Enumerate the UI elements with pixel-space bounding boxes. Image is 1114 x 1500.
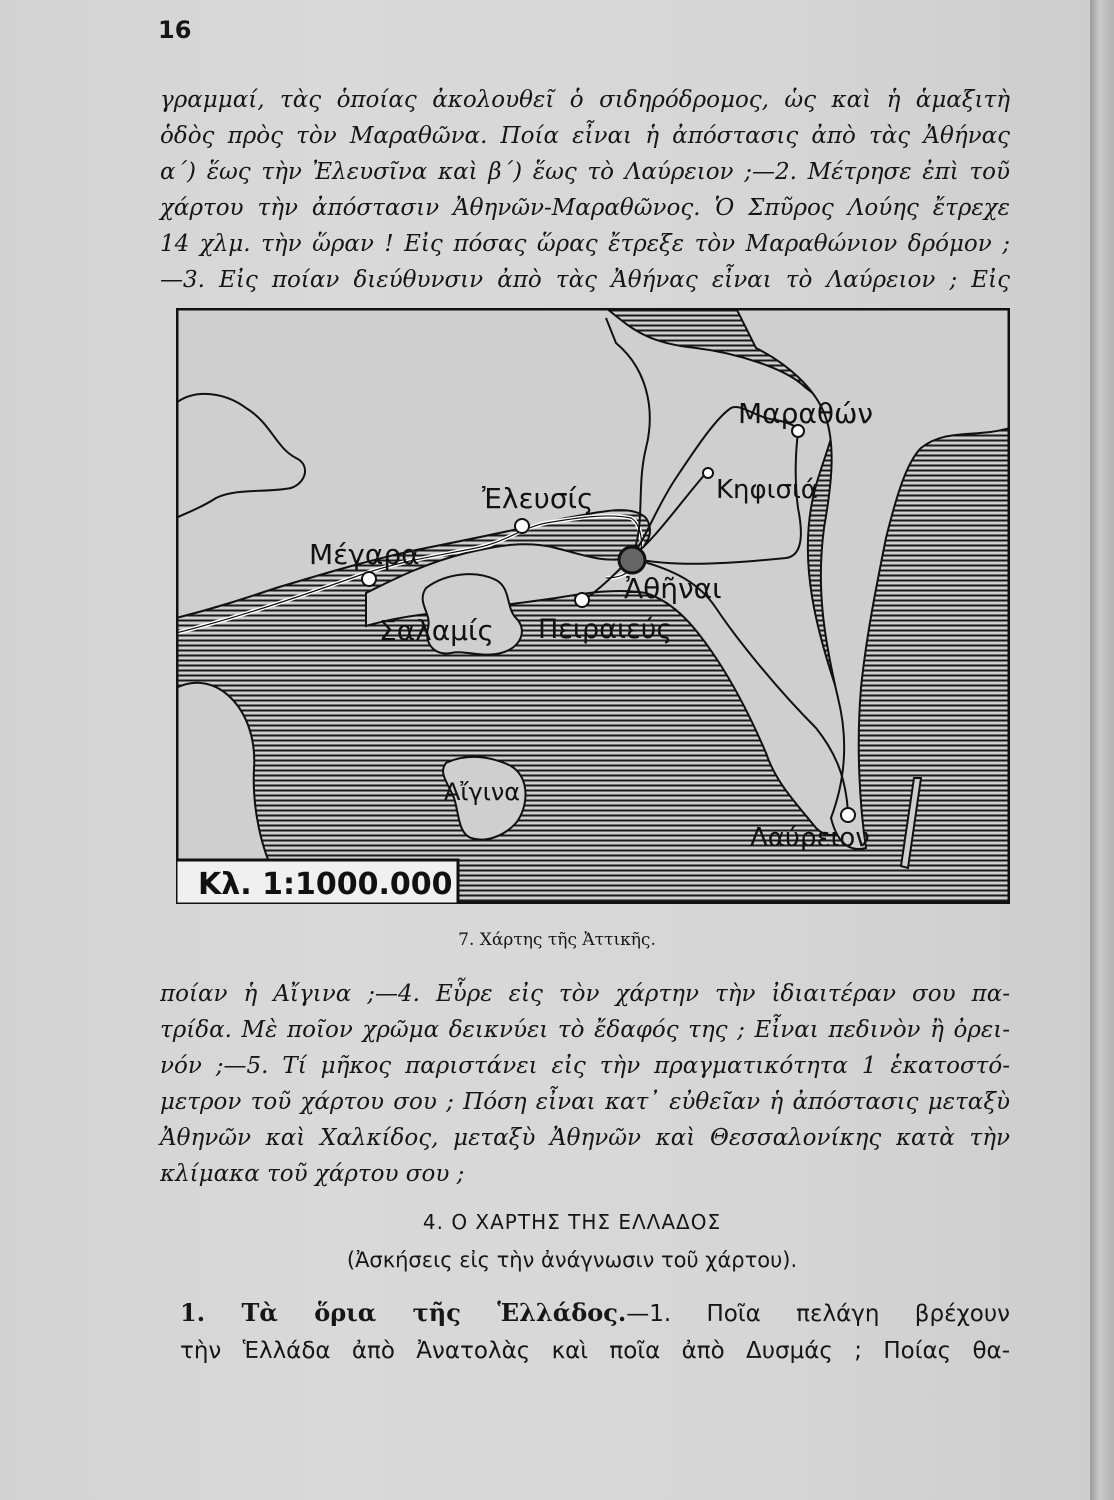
text-line: χάρτου τὴν ἀπόστασιν Ἀθηνῶν-Μαραθῶνος. Ὁ Σπῦρος Λούης ἔτρεχε [160, 195, 1010, 221]
text-line: ποίαν ἡ Αἴγινα ;—4. Εὗρε εἰς τὸν χάρτην τὴν ἰδιαιτέραν σου πα- [160, 981, 1010, 1007]
section-subtitle: (Ἀσκήσεις εἰς τὴν ἀνάγνωσιν τοῦ χάρτου). [346, 1248, 798, 1272]
marathon-label: Μαραθών [738, 397, 874, 430]
page-edge-shadow [1090, 0, 1114, 1500]
figure-caption: 7. Χάρτης τῆς Ἀττικῆς. [458, 930, 656, 950]
athens-marker [619, 547, 645, 573]
attica-map [176, 308, 1010, 904]
page-number: 16 [158, 16, 192, 44]
kifisia-label: Κηφισιά [716, 475, 818, 505]
text-line: τρίδα. Μὲ ποῖον χρῶμα δεικνύει τὸ ἔδαφός της ; Εἶναι πεδινὸν ἢ ὀρει- [160, 1017, 1010, 1043]
megara-marker [362, 572, 376, 586]
text-line: 14 χλμ. τὴν ὥραν ! Εἰς πόσας ὥρας ἔτρεξε τὸν Μαραθώνιον δρόμον ; [160, 231, 1010, 257]
final-line-1 [180, 1294, 1010, 1333]
kifisia-marker [703, 468, 713, 478]
salamis-label: Σαλαμίς [379, 614, 494, 647]
laurium-marker [841, 808, 855, 822]
piraeus-label: Πειραιεύς [538, 614, 673, 645]
final-line-2: τὴν Ἑλλάδα ἀπὸ Ἀνατολὰς καὶ ποῖα ἀπὸ Δυσμάς ; Ποίας θα- [180, 1338, 1010, 1364]
athens-label: Ἀθῆναι [624, 572, 722, 605]
final-line-1-text: —1. Ποῖα πελάγη βρέχουν [626, 1301, 1011, 1327]
map-scale-label: Κλ. 1:1000.000 [198, 867, 453, 902]
text-line: γραμμαί, τὰς ὁποίας ἀκολουθεῖ ὁ σιδηρόδρομος, ὡς καὶ ἡ ἁμαξιτὴ [160, 87, 1010, 113]
text-line: μετρον τοῦ χάρτου σου ; Πόση εἶναι κατ᾽ εὐθεῖαν ἡ ἀπόστασις μεταξὺ [160, 1089, 1010, 1115]
text-line: κλίμακα τοῦ χάρτου σου ; [160, 1161, 465, 1187]
section-heading: 1. Τὰ ὅρια τῆς Ἑλλάδος. [180, 1298, 627, 1327]
megara-label: Μέγαρα [309, 538, 420, 571]
eleusis-marker [515, 519, 529, 533]
text-line: α΄) ἕως τὴν Ἐλευσῖνα καὶ β΄) ἕως τὸ Λαύρειον ;—2. Μέτρησε ἐπὶ τοῦ [160, 159, 1010, 185]
section-title: 4. Ο ΧΑΡΤΗΣ ΤΗΣ ΕΛΛΑΔΟΣ [422, 1210, 722, 1234]
aegina-label: Αἴγινα [444, 778, 521, 806]
text-line: Ἀθηνῶν καὶ Χαλκίδος, μεταξὺ Ἀθηνῶν καὶ Θεσσαλονίκης κατὰ τὴν [160, 1125, 1010, 1151]
text-line: —3. Εἰς ποίαν διεύθυνσιν ἀπὸ τὰς Ἀθήνας εἶναι τὸ Λαύρειον ; Εἰς [160, 267, 1010, 293]
laurium-label: Λαύρειον [750, 823, 870, 853]
eleusis-label: Ἐλευσίς [482, 482, 594, 515]
piraeus-marker [575, 593, 589, 607]
text-line: νόν ;—5. Τί μῆκος παριστάνει εἰς τὴν πραγματικότητα 1 ἑκατοστό- [160, 1053, 1010, 1079]
text-line: ὁδὸς πρὸς τὸν Μαραθῶνα. Ποία εἶναι ἡ ἀπόστασις ἀπὸ τὰς Ἀθήνας [160, 123, 1010, 149]
